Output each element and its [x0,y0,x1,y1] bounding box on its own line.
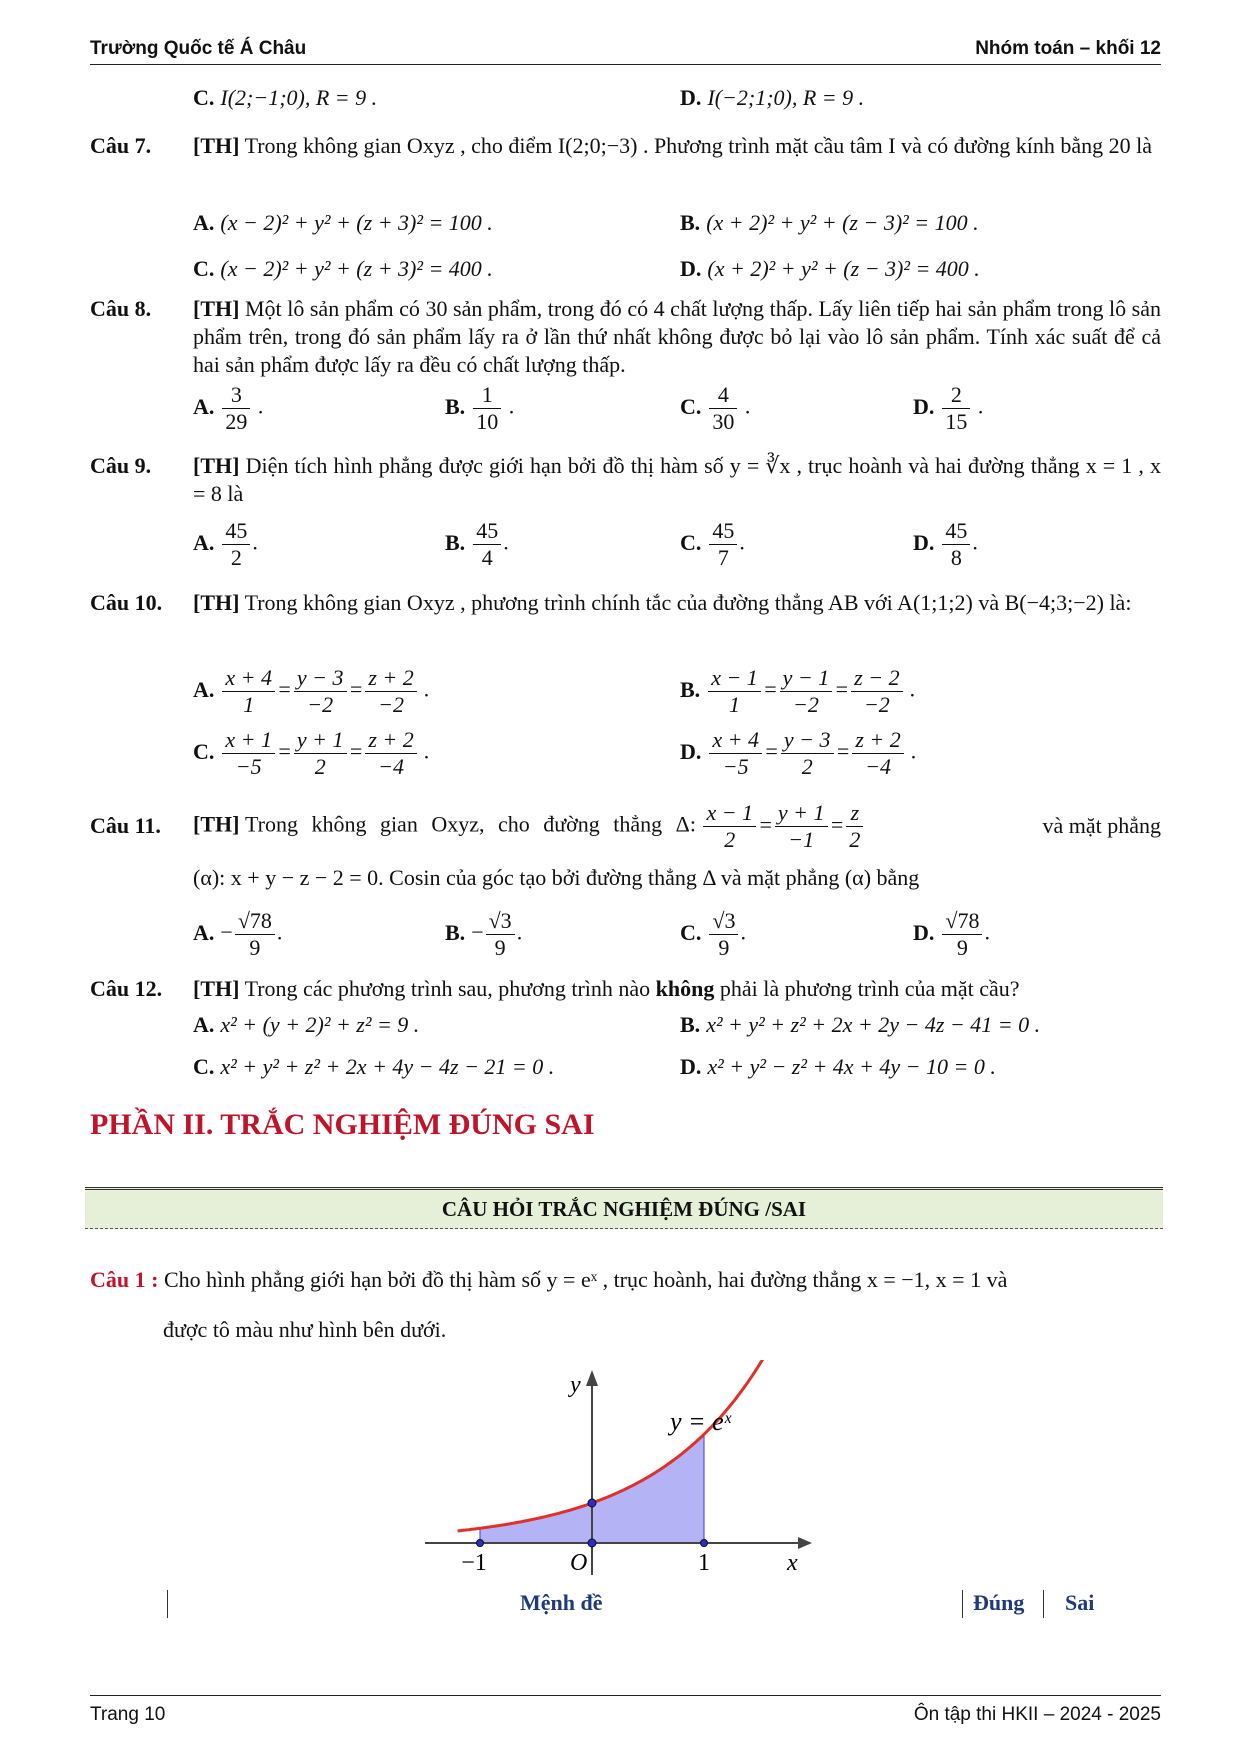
q10-option-a: A. $\frac{x + 4}{1}$ = $\frac{y - 3}{-2}$ = $\frac{z + 2}{-2}$ . [193,665,430,717]
q8-option-b: B. $\frac{1}{10}$ . [445,382,515,434]
x-axis-arrow [798,1537,812,1549]
q10-text: Trong không gian Oxyz , phương trình chính tắc của đường thẳng AB với A(1;1;2) và B(−4;3;−2) là: [244,590,1132,615]
q7-text: Trong không gian Oxyz , cho điểm I(2;0;−3) . Phương trình mặt cầu tâm I và có đường kính bằng 20 là [244,133,1152,158]
question-7: Câu 7. [TH] Trong không gian Oxyz , cho điểm I(2;0;−3) . Phương trình mặt cầu tâm I và có đường kính bằng 20 là [90,133,1152,158]
q6-option-d: D. I(−2;1;0), R = 9 . [680,85,865,110]
table-col-true: Đúng [973,1590,1025,1615]
q12-option-a: A. x² + (y + 2)² + z² = 9 . [193,1012,420,1037]
c1-line-2: được tô màu như hình bên dưới. [163,1317,447,1342]
table-border-mid [962,1590,963,1618]
q11-text-3: (α): x + y − z − 2 = 0. Cosin của góc tạo bởi đường thẳng Δ và mặt phẳng (α) bằng [193,865,920,890]
footer-course: Ôn tập thi HKII – 2024 - 2025 [913,1704,1161,1725]
q10-option-b: B. $\frac{x - 1}{1}$ = $\frac{y - 1}{-2}$ = $\frac{z - 2}{-2}$ . [680,665,916,717]
q8-option-c: C. $\frac{4}{30}$ . [680,382,751,434]
q9-text: Diện tích hình phẳng được giới hạn bởi đồ thị hàm số y = ∛x , trục hoành và hai đường thẳng x = 1 , x = 8 là [193,453,1161,506]
q12-option-b: B. x² + y² + z² + 2x + 2y − 4z − 41 = 0 . [680,1012,1041,1037]
table-border-right [1043,1590,1044,1618]
section-banner: CÂU HỎI TRẮC NGHIỆM ĐÚNG /SAI [85,1187,1163,1229]
question-11: Câu 11. [TH] Trong không gian Oxyz, cho đường thẳng Δ: $\frac{x - 1}{2}$ = $\frac{y + 1}{-1}$ = $\frac{z}{2}$ và mặt phẳng (α): x + y − z − 2 = 0. Cosin của góc tạo bởi đường thẳng Δ và mặt phẳng (α) bằng [90,800,1161,890]
q12-option-c: C. x² + y² + z² + 2x + 4y − 4z − 21 = 0 . [193,1054,555,1079]
section-title: PHẦN II. TRẮC NGHIỆM ĐÚNG SAI [90,1108,595,1141]
q9-number: Câu 9. [90,453,152,478]
q6-option-c: C. I(2;−1;0), R = 9 . [193,85,378,110]
point-pos1 [701,1540,708,1547]
q9-option-c: C. $\frac{45}{7}$ . [680,518,745,570]
q8-option-a: A. $\frac{3}{29}$ . [193,382,264,434]
q11-text-1: Trong không gian Oxyz, cho đường thẳng Δ: [244,811,696,837]
q7-option-c: C. (x − 2)² + y² + (z + 3)² = 400 . [193,256,493,281]
q7-option-b: B. (x + 2)² + y² + (z − 3)² = 100 . [680,210,979,235]
q8-text: Một lô sản phẩm có 30 sản phẩm, trong đó có 4 chất lượng thấp. Lấy liên tiếp hai sản phẩm trong lô sản phẩm trên, trong đó sản phẩm lấy ra ở lần thứ nhất không được bỏ lại vào lô sản phẩm. Tính xác suất để cả hai sản phẩm được lấy ra đều có chất lượng thấp. [193,296,1161,377]
q8-number: Câu 8. [90,296,152,321]
q10-option-c: C. $\frac{x + 1}{-5}$ = $\frac{y + 1}{2}$ = $\frac{z + 2}{-4}$ . [193,727,430,779]
tick-pos1: 1 [698,1550,710,1576]
c1-line-1: Cho hình phẳng giới hạn bởi đồ thị hàm số y = eˣ , trục hoành, hai đường thẳng x = −1, x = 1 và [163,1267,1008,1292]
q11-option-b: B. − $\frac{√3}{9}$ . [445,908,523,960]
q11-option-d: D. $\frac{√78}{9}$ . [913,908,990,960]
y-axis-label: y [570,1372,581,1398]
question-10: Câu 10. [TH] Trong không gian Oxyz , phương trình chính tắc của đường thẳng AB với A(1;1;2) và B(−4;3;−2) là: [90,585,1161,653]
y-axis-arrow [586,1370,598,1386]
q9-option-a: A. $\frac{45}{2}$ . [193,518,258,570]
x-axis-label: x [787,1550,798,1576]
question-9: Câu 9. [TH] Diện tích hình phẳng được giới hạn bởi đồ thị hàm số y = ∛x , trục hoành và hai đường thẳng x = 1 , x = 8 là [90,453,1161,506]
q12-option-d: D. x² + y² − z² + 4x + 4y − 10 = 0 . [680,1054,996,1079]
q8-option-d: D. $\frac{2}{15}$ . [913,382,984,434]
true-false-question-1 [90,1265,1161,1345]
table-col-statement: Mệnh đề [520,1590,603,1615]
q12-number: Câu 12. [90,976,163,1001]
question-8: Câu 8. [TH] Một lô sản phẩm có 30 sản phẩm, trong đó có 4 chất lượng thấp. Lấy liên tiếp hai sản phẩm trong lô sản phẩm trên, trong đó sản phẩm lấy ra ở lần thứ nhất không được bỏ lại vào lô sản phẩm. Tính xác suất để cả hai sản phẩm được lấy ra đều có chất lượng thấp. [90,296,1161,377]
footer-page: Trang 10 [90,1704,166,1725]
q10-option-d: D. $\frac{x + 4}{-5}$ = $\frac{y - 3}{2}$ = $\frac{z + 2}{-4}$ . [680,727,917,779]
point-intercept [588,1499,596,1507]
q11-text-2: và mặt phẳng [1042,813,1161,838]
header-school: Trường Quốc tế Á Châu [90,38,307,59]
q10-number: Câu 10. [90,590,163,615]
q11-number: Câu 11. [90,813,161,838]
q11-option-c: C. $\frac{√3}{9}$ . [680,908,746,960]
point-neg1 [477,1540,484,1547]
c1-label: Câu 1 : [90,1267,159,1292]
point-origin [588,1539,596,1547]
function-label: y = eˣ [670,1407,731,1436]
q11-option-a: A. − $\frac{√78}{9}$ . [193,908,283,960]
page-header [90,38,1161,65]
q7-option-d: D. (x + 2)² + y² + (z − 3)² = 400 . [680,256,980,281]
q9-option-d: D. $\frac{45}{8}$ . [913,518,978,570]
q7-number: Câu 7. [90,133,152,158]
exp-graph [420,1360,820,1580]
origin-label: O [570,1550,588,1576]
header-group: Nhóm toán – khối 12 [975,38,1161,59]
q7-option-a: A. (x − 2)² + y² + (z + 3)² = 100 . [193,210,493,235]
table-col-false: Sai [1065,1590,1095,1615]
q12-emphasis: không [655,976,715,1001]
question-12: Câu 12. [TH] Trong các phương trình sau, phương trình nào không phải là phương trình của mặt cầu? [90,976,1020,1001]
q9-option-b: B. $\frac{45}{4}$ . [445,518,509,570]
page-footer [90,1695,1161,1734]
table-border-left [167,1590,168,1618]
tick-neg1: −1 [461,1550,487,1576]
